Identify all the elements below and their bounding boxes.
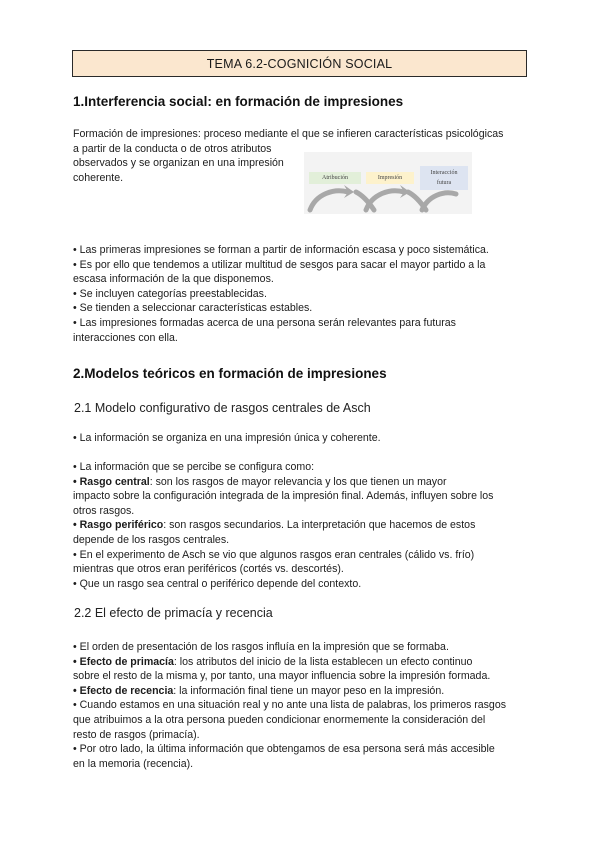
section2-heading: 2.Modelos teóricos en formación de impresiones: [73, 366, 387, 381]
paragraph-line: mientras que otros eran periféricos (cortés vs. descortés).: [73, 563, 344, 576]
page-title: TEMA 6.2-COGNICIÓN SOCIAL: [72, 50, 527, 77]
primacy-effect-label: • Efecto de primacía: [73, 655, 174, 668]
recency-effect-text: : la información final tiene un mayor peso en la impresión.: [173, 684, 445, 697]
peripheral-trait-label: • Rasgo periférico: [73, 519, 164, 532]
subsection-2-1-heading: 2.1 Modelo configurativo de rasgos centrales de Asch: [74, 401, 371, 415]
central-trait-line: [73, 475, 533, 490]
bullet-line: • Las impresiones formadas acerca de una persona serán relevantes para futuras: [73, 316, 456, 329]
peripheral-trait-line: [73, 518, 533, 533]
bullet-line: escasa información de la que disponemos.: [73, 273, 274, 286]
paragraph-line: depende de los rasgos centrales.: [73, 533, 230, 546]
future-interaction-box: [420, 166, 468, 190]
intro-line: Formación de impresiones: proceso mediante el que se infieren características psicológicas: [73, 128, 504, 140]
paragraph-line: • Cuando estamos en una situación real y no ante una lista de palabras, los primeros rasgos: [73, 699, 507, 712]
paragraph-line: otros rasgos.: [73, 504, 135, 517]
paragraph-line: • Por otro lado, la última información que obtengamos de esa persona será más accesible: [73, 743, 495, 756]
paragraph-line: • La información que se percibe se configura como:: [73, 461, 315, 473]
paragraph-line: en la memoria (recencia).: [73, 757, 194, 770]
recency-effect-label: • Efecto de recencia: [73, 684, 174, 697]
bullet-line: interacciones con ella.: [73, 331, 178, 344]
section1-heading: 1.Interferencia social: en formación de impresiones: [73, 94, 404, 109]
impression-diagram: [304, 152, 472, 214]
subsection-2-1-body: [73, 431, 533, 446]
paragraph-line: • La información se organiza en una impresión única y coherente.: [73, 432, 381, 444]
paragraph-line: resto de rasgos (primacía).: [73, 728, 200, 741]
bullet-line: • Es por ello que tendemos a utilizar multitud de sesgos para sacar el mayor partido a la: [73, 258, 486, 271]
impression-box: Impresión: [366, 172, 414, 184]
bullet-line: • Se tienden a seleccionar características estables.: [73, 302, 313, 315]
intro-line: coherente.: [73, 171, 124, 184]
subsection-2-2-body: [73, 640, 533, 771]
paragraph-line: • El orden de presentación de los rasgos influía en la impresión que se formaba.: [73, 641, 449, 653]
peripheral-trait-text: : son rasgos secundarios. La interpretación que hacemos de estos: [163, 519, 476, 532]
primacy-effect-text: : los atributos del inicio de la lista establecen un efecto continuo: [173, 655, 473, 668]
central-trait-label: • Rasgo central: [73, 475, 150, 488]
paragraph-line: que atribuimos a la otra persona pueden condicionar enormemente la consideración del: [73, 713, 486, 726]
attribution-box: Atribución: [309, 172, 361, 184]
central-trait-text: : son los rasgos de mayor relevancia y los que tienen un mayor: [149, 475, 447, 488]
intro-line: observados y se organizan en una impresión: [73, 157, 284, 170]
bullet-line: • Las primeras impresiones se forman a partir de información escasa y poco sistemática.: [73, 244, 489, 256]
recency-effect-line: [73, 684, 533, 699]
paragraph-line: sobre el resto de la misma y, por tanto, una mayor influencia sobre la impresión formada.: [73, 670, 491, 683]
paragraph-line: • Que un rasgo sea central o periférico depende del contexto.: [73, 577, 362, 590]
intro-line: a partir de la conducta o de otros atributos: [73, 142, 272, 155]
future-interaction-label-1: Interacción: [430, 170, 458, 176]
primacy-effect-line: [73, 655, 533, 670]
paragraph-line: • En el experimento de Asch se vio que algunos rasgos eran centrales (cálido vs. frío): [73, 548, 475, 561]
future-interaction-label-2: futura: [436, 180, 452, 186]
section1-bullets: [73, 243, 533, 345]
paragraph-line: impacto sobre la configuración integrada de la impresión final. Además, influyen sobre los: [73, 490, 494, 503]
subsection-2-1-traits: [73, 460, 533, 591]
subsection-2-2-heading: 2.2 El efecto de primacía y recencia: [74, 606, 273, 620]
bullet-line: • Se incluyen categorías preestablecidas.: [73, 287, 267, 300]
